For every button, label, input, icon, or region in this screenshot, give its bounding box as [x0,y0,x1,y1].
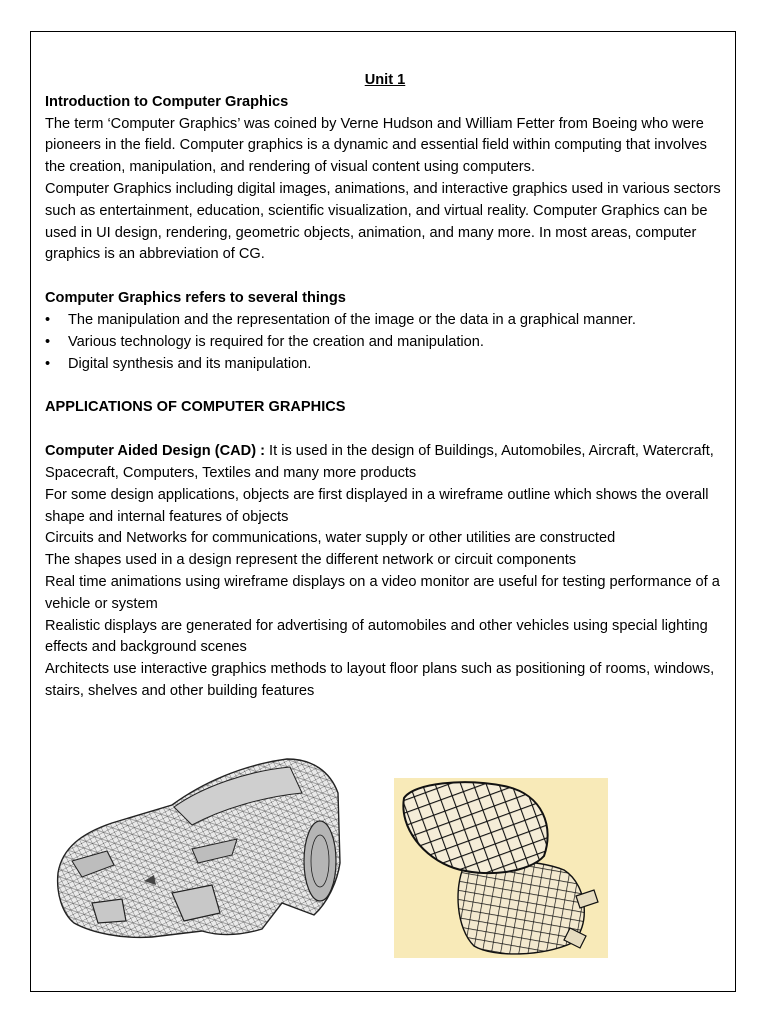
cad-label: Computer Aided Design (CAD) : [45,443,265,460]
cad-paragraph [45,441,725,485]
intro-heading: Introduction to Computer Graphics [45,93,289,110]
unit-title: Unit 1 [364,72,406,88]
list-item: • Various technology is required for the creation and manipulation. [45,332,725,354]
cad-line: Architects use interactive graphics methods to layout floor plans such as positioning of rooms, windows, stairs, shelves and other building features [45,661,715,699]
document-body [45,70,725,703]
wireframe-ghost-image [394,778,608,958]
cad-line: Realistic displays are generated for advertising of automobiles and other vehicles using special lighting effects and background scenes [45,617,708,656]
cad-line: For some design applications, objects are first displayed in a wireframe outline which shows the overall shape and internal features of objects [45,486,709,525]
cad-line: The shapes used in a design represent the different network or circuit components [45,552,577,569]
wireframe-car-image [52,753,342,941]
cad-line: Real time animations using wireframe displays on a video monitor are useful for testing performance of a vehicle or system [45,573,720,612]
applications-heading: APPLICATIONS OF COMPUTER GRAPHICS [45,399,346,416]
refers-heading: Computer Graphics refers to several things [45,290,346,307]
intro-paragraph: The term ‘Computer Graphics’ was coined by Verne Hudson and William Fetter from Boeing who were pioneers in the field. Computer graphics is a dynamic and essential field within computing that involves the creation, manipulation, and rendering of visual content using computers. [45,115,707,176]
cad-text: It is used in the design of Buildings, Automobiles, Aircraft, Watercraft, Spacecraft, Computers, Textiles and many more products [45,443,714,481]
cad-line: Circuits and Networks for communications, water supply or other utilities are constructed [45,530,616,547]
list-item: • Digital synthesis and its manipulation. [45,354,725,376]
refers-list [45,310,725,375]
intro-paragraph: Computer Graphics including digital images, animations, and interactive graphics used in various sectors such as entertainment, education, scientific visualization, and virtual reality. Computer Graphics can be used in UI design, rendering, geometric objects, animation, and many more. In most areas, computer graphics is an abbreviation of CG. [45,180,721,263]
list-item: • The manipulation and the representation of the image or the data in a graphical manner. [45,310,725,332]
